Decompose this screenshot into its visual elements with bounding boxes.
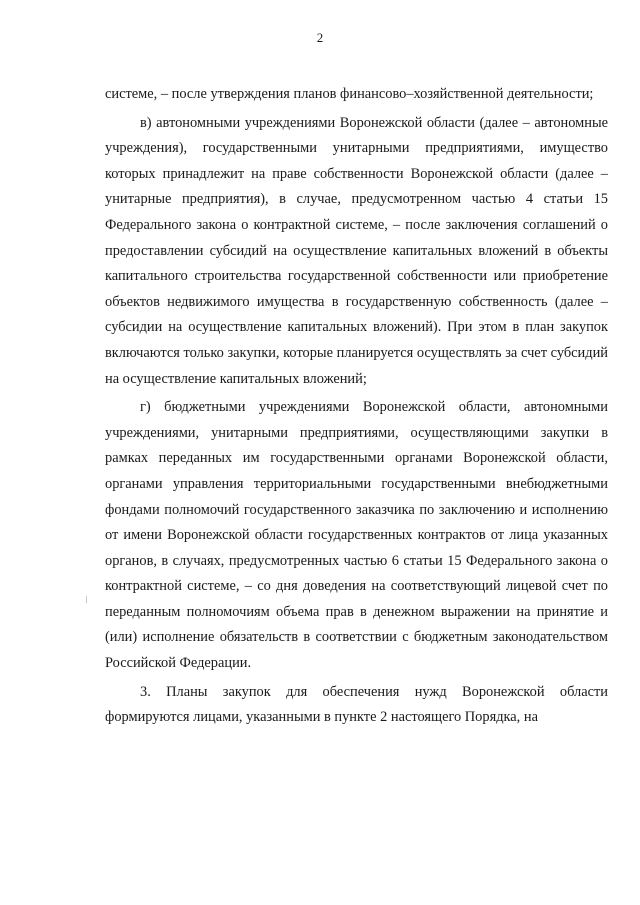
page-number: 2 xyxy=(316,30,324,45)
paragraph-item-g: г) бюджетными учреждениями Воронежской области, автономными учреждениями, унитарными предприятиями, осуществляющими закупки в рамках переданных им государственными органами Воронежской области, органами управления территориальными государственными внебюджетными фондами полномочий государственного заказчика по заключению и исполнению от имени Воронежской области государственных контрактов от лица указанных органов, в случаях, предусмотренных частью 6 статьи 15 Федерального закона о контрактной системе, – со дня доведения на соответствующий лицевой счет по переданным полномочиям объема прав в денежном выражении на принятие и (или) исполнение обязательств в соответствии с бюджетным законодательством Российской Федерации. xyxy=(105,399,608,672)
paragraph-continuation: системе, – после утверждения планов финансово–хозяйственной деятельности; xyxy=(105,86,594,102)
scan-mark xyxy=(86,596,87,603)
document-body xyxy=(105,82,608,731)
paragraph-item-v: в) автономными учреждениями Воронежской области (далее – автономные учреждения), государственными унитарными предприятиями, имущество которых принадлежит на праве собственности Воронежской области (далее – унитарные предприятия), в случае, предусмотренном частью 4 статьи 15 Федерального закона о контрактной системе, – после заключения соглашений о предоставлении субсидий на осуществление капитальных вложений в объекты капитального строительства государственной собственности или приобретение объектов недвижимого имущества в государственную собственность (далее – субсидии на осуществление капитальных вложений). При этом в план закупок включаются только закупки, которые планируется осуществлять за счет субсидий на осуществление капитальных вложений; xyxy=(105,114,608,387)
paragraph-point-3: 3. Планы закупок для обеспечения нужд Воронежской области формируются лицами, указанными в пункте 2 настоящего Порядка, на xyxy=(105,683,608,726)
